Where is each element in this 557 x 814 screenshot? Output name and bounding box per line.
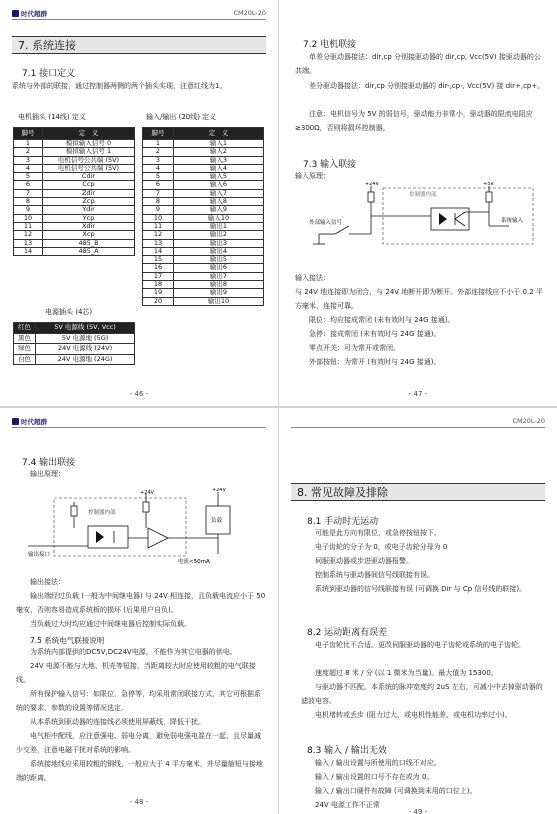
page-header	[12, 9, 266, 20]
logo	[12, 417, 47, 426]
power-table-row-cell: 5V 电源地 (5G)	[36, 333, 135, 344]
io-table-row-cell: 输入9	[174, 206, 264, 214]
page-number: - 48 -	[129, 798, 149, 806]
switch-icon	[335, 226, 349, 234]
motor-table-row-cell: 485_A	[43, 247, 135, 255]
logo	[12, 9, 47, 18]
chapter-title: 8. 常见故障及排除	[291, 483, 545, 501]
label-24v: +24V	[365, 182, 379, 187]
section-8-1: 8.1 手动时无运动	[307, 517, 379, 527]
output-circuit-diagram	[28, 488, 253, 566]
input-line-4: 零点开关：可为常开或常闭。	[309, 344, 400, 352]
output-para-2: 当负载过大时均应通过中间继电器后控制实际负载。	[30, 620, 191, 628]
motor-table-row	[14, 189, 135, 197]
motor-table-row-cell: 1	[14, 140, 43, 148]
label-current: 电流<50mA	[178, 559, 210, 565]
fault-c2: 输入 / 输出设置的口号不存在或为 0。	[315, 773, 434, 781]
fault-c4: 24V 电源工作不正常	[315, 801, 380, 809]
section-7-3: 7.3 输入联接	[303, 160, 357, 170]
power-table	[13, 322, 135, 365]
io-table-row-cell: 1	[143, 140, 174, 148]
optocoupler-icon	[431, 208, 469, 230]
fault-a3: 伺服驱动器或步进驱动器报警。	[315, 557, 413, 565]
io-table-row-cell: 输入8	[174, 198, 264, 206]
input-line-3: 急停：接成常闭 (未有效时与 24G 接通)。	[309, 330, 441, 338]
io-table-row-cell: 输入4	[174, 164, 264, 172]
motor-table-row-cell: Xcp	[43, 231, 135, 239]
power-table-row-cell: 黑色	[14, 333, 36, 344]
io-table-caption: 输入/输出 (20线) 定义	[146, 113, 217, 121]
elec-para-4: 从本系统到驱动器的连接线必须使用屏蔽线，降低干扰。	[30, 718, 205, 726]
power-table-row-cell: 白色	[14, 354, 36, 365]
page-header	[291, 417, 545, 428]
label-5v: +5V	[483, 182, 494, 187]
power-table-row-cell: 红色	[14, 323, 36, 334]
io-table-row-cell: 输出1	[174, 222, 264, 230]
resistor-5v	[486, 192, 492, 202]
io-table-row-cell: 7	[143, 189, 174, 197]
motor-table-row-cell: Zcp	[43, 198, 135, 206]
label-24v-b: +24V	[212, 488, 226, 493]
fault-b1: 电子齿轮比不合适。更改伺服驱动器的电子齿轮或系统的电子齿轮。	[315, 641, 525, 649]
motor-col-def: 定 义	[43, 128, 135, 140]
io-table-row	[143, 164, 264, 172]
motor-table-row-cell: 11	[14, 222, 43, 230]
io-table-row-cell: 3	[143, 156, 174, 164]
optocoupler-icon	[88, 526, 128, 548]
label-controller-inside: 控制器内部	[409, 192, 437, 198]
motor-table-row-cell: 6	[14, 181, 43, 189]
io-table-row-cell: 14	[143, 247, 174, 255]
power-table-row	[14, 323, 135, 334]
motor-table-row	[14, 173, 135, 181]
motor-table-row	[14, 181, 135, 189]
motor-col-pin: 脚号	[14, 128, 43, 140]
input-line-2: 限位：均应接成常闭 (未有效时与 24G 接通)。	[309, 316, 455, 324]
page-47	[279, 0, 557, 406]
motor-table	[13, 127, 135, 256]
io-table-row-cell: 15	[143, 256, 174, 264]
fault-a1: 可能是此方向有限位，或急停按钮按下。	[315, 529, 441, 537]
io-table-row-cell: 输出4	[174, 247, 264, 255]
input-line-1: 与 24V 地连接即为闭合，与 24V 地断开即为断开。外部连接线应不小于 0.2 平方毫米，连接可靠。	[295, 288, 543, 310]
fault-c1: 输入 / 输出设置与所使用的口线不对应。	[315, 759, 441, 767]
power-table-row-cell: 绿色	[14, 344, 36, 355]
fault-a5: 系统到驱动器的信号线联接有误 (可调换 Dir 与 Cp 信号线的联接)。	[315, 585, 527, 593]
input-method-label: 输入接法：	[295, 274, 330, 282]
io-table-row-cell: 20	[143, 297, 174, 305]
output-method-label: 输出接法：	[30, 578, 65, 586]
label-load: 负载	[211, 518, 223, 524]
motor-para-1: 单差分驱动器接法：dir,cp 分别接驱动器的 dir,cp, Vcc(5V) 接驱动器的公共端。	[295, 53, 541, 75]
motor-table-row-cell: Zdir	[43, 189, 135, 197]
elec-para-5: 电气柜中配线，应注意强电、弱电分离，避免弱电强电混在一起，且尽量减少交差，注意电磁干扰对系统的影响。	[16, 732, 261, 754]
resistor-left	[71, 506, 77, 516]
label-24v-a: +24V	[140, 490, 154, 496]
elec-para-2: 24V 电源不能与大地、机壳等短接，当距离较大时应使用较粗的电气联接线。	[16, 662, 256, 684]
motor-table-row-cell: 电机信号公共端 (5V)	[43, 164, 135, 172]
io-table-row-cell: 12	[143, 231, 174, 239]
io-table-row-cell: 输入2	[174, 148, 264, 156]
power-table-row-cell: 24V 电源地 (24G)	[36, 354, 135, 365]
motor-table-row-cell: 模拟输入信号 1	[43, 148, 135, 156]
input-circuit-diagram	[309, 182, 539, 258]
motor-table-row-cell: 2	[14, 148, 43, 156]
power-table-row	[14, 333, 135, 344]
io-table-row-cell: 输入6	[174, 181, 264, 189]
resistor-input	[368, 192, 374, 202]
io-table-row-cell: 输入10	[174, 214, 264, 222]
power-table-row-cell: 5V 电源线 (5V, Vcc)	[36, 323, 135, 334]
intro-text: 系统与外部的联接，通过控制器两侧的两个插头实现，注意红线为1。	[12, 82, 227, 90]
output-principle-label: 输出原理：	[30, 470, 65, 478]
io-table-row-cell: 输出7	[174, 272, 264, 280]
io-table-row-cell: 输出10	[174, 297, 264, 305]
elec-para-3: 所有保护输入信号：如限位、急停等，均采用常闭联接方式，其它可根据系统的要求、参数的设置等情况选定。	[16, 690, 261, 712]
logo-icon	[12, 418, 19, 425]
io-table-row-cell: 16	[143, 264, 174, 272]
output-para-1: 输出端经过负载 (一般为中间继电器) 与 24V 相连接，且负载电流应小于 50 毫安，否则容易造成系统板的损坏 (后果用户自负)。	[16, 592, 266, 614]
input-principle-label: 输入原理：	[295, 172, 330, 180]
motor-table-row-cell: 模拟输入信号 0	[43, 140, 135, 148]
fault-a2: 电子齿轮的分子为 0，或电子齿轮分母为 0	[315, 543, 448, 551]
io-table-row-cell: 2	[143, 148, 174, 156]
section-8-3: 8.3 输入 / 输出无效	[307, 746, 387, 756]
io-table-row-cell: 19	[143, 289, 174, 297]
io-col-pin: 脚号	[143, 128, 174, 140]
motor-table-row-cell: 13	[14, 239, 43, 247]
io-table-row-cell: 9	[143, 206, 174, 214]
io-table	[142, 127, 264, 306]
motor-table-caption: 电机插头 (14线) 定义	[18, 113, 86, 121]
fault-b2: 速度超过 8 米 / 分 (以 1 微米为当量)。最大值为 15300。	[315, 669, 498, 677]
motor-table-row-cell: 8	[14, 198, 43, 206]
io-table-row	[143, 181, 264, 189]
io-table-row-cell: 输入1	[174, 140, 264, 148]
power-table-caption: 电源插头 (4芯)	[45, 308, 93, 316]
motor-table-row	[14, 148, 135, 156]
io-table-row-cell: 18	[143, 281, 174, 289]
fault-b3: 与驱动器不匹配。本系统的脉冲宽度约 2uS 左右，可减小中去掉驱动器的滤波电容。	[301, 683, 543, 705]
section-8-2: 8.2 运动距离有误差	[307, 628, 388, 638]
io-table-row-cell: 4	[143, 164, 174, 172]
io-table-row	[143, 198, 264, 206]
motor-para-3: 注意：电机信号为 5V 的弱信号，驱动能力非常小，驱动器的限流电阻应≥300Ω，否则将损坏控制器。	[295, 110, 533, 132]
io-table-row-cell: 17	[143, 272, 174, 280]
io-table-row-cell: 输出3	[174, 239, 264, 247]
power-table-row-cell: 24V 电源线 (24V)	[36, 344, 135, 355]
io-table-row	[143, 148, 264, 156]
power-table-row	[14, 344, 135, 355]
motor-table-row	[14, 164, 135, 172]
motor-table-row-cell: 电机信号公共端 (5V)	[43, 156, 135, 164]
motor-table-row-cell: 3	[14, 156, 43, 164]
io-table-row-cell: 6	[143, 181, 174, 189]
io-table-row	[143, 189, 264, 197]
label-external-input: 外部输入信号	[309, 220, 343, 226]
io-table-row-cell: 输出8	[174, 281, 264, 289]
model-label: CM20L-20	[512, 417, 545, 425]
motor-table-row-cell: 7	[14, 189, 43, 197]
power-table-row	[14, 354, 135, 365]
motor-table-row	[14, 247, 135, 255]
motor-table-row-cell: 12	[14, 231, 43, 239]
page-46	[0, 0, 278, 406]
motor-table-row-cell: 5	[14, 173, 43, 181]
logo-text: 时代超群	[21, 10, 47, 18]
model-label: CM20L-20	[233, 9, 266, 17]
logo-text: 时代超群	[21, 418, 47, 426]
io-table-row	[143, 206, 264, 214]
page-header	[12, 417, 266, 428]
io-table-row	[143, 156, 264, 164]
label-output-port: 输出接口	[28, 552, 51, 558]
io-table-row	[143, 140, 264, 148]
elec-para-1: 为系统内部提供的DC5V,DC24V电源，不能作为其它电器的供电。	[30, 648, 237, 656]
motor-table-row-cell: 4	[14, 164, 43, 172]
io-table-row-cell: 5	[143, 173, 174, 181]
io-table-row	[143, 297, 264, 305]
section-7-1: 7.1 接口定义	[22, 69, 76, 79]
io-table-row-cell: 8	[143, 198, 174, 206]
logo-icon	[12, 10, 19, 17]
amplifier-icon	[148, 528, 168, 548]
section-7-5: 7.5 系统电气联接说明	[30, 636, 105, 645]
elec-para-6: 系统接地线应采用较粗的铜线，一般应大于 4 平方毫米，并尽量缩短与接地端的距离。	[16, 760, 263, 782]
page-number: - 47 -	[408, 390, 428, 398]
io-table-row-cell: 输入7	[174, 189, 264, 197]
motor-table-row-cell: Ydir	[43, 206, 135, 214]
page-49	[279, 408, 557, 814]
page-48	[0, 408, 278, 814]
io-table-row-cell: 输入5	[174, 173, 264, 181]
io-table-row-cell: 输出9	[174, 289, 264, 297]
page-number: - 49 -	[408, 808, 428, 814]
fault-b4: 电机堵转或丢步 (阻力过大、或电机性能差、或电机功率过小)。	[315, 711, 512, 719]
io-table-row-cell: 输入3	[174, 156, 264, 164]
resistor-inner	[143, 502, 149, 512]
section-7-4: 7.4 输出联接	[22, 458, 76, 468]
fault-c3: 输入 / 输出口硬件有故障 (可调换到未用的口位上)。	[315, 787, 477, 795]
motor-table-row-cell: Cdir	[43, 173, 135, 181]
input-line-5: 外部按钮：为常开 (有效时与 24G 接通)。	[309, 358, 441, 366]
io-table-row	[143, 289, 264, 297]
io-table-row	[143, 231, 264, 239]
chapter-title: 7. 系统连接	[12, 36, 266, 54]
io-table-row	[143, 264, 264, 272]
io-table-row-cell: 输出5	[174, 256, 264, 264]
io-table-row-cell: 输出2	[174, 231, 264, 239]
motor-table-row-cell: 9	[14, 206, 43, 214]
page-number: - 46 -	[129, 390, 149, 398]
section-7-2: 7.2 电机联接	[303, 40, 357, 50]
motor-table-row	[14, 198, 135, 206]
motor-para-2: 差分驱动器接法：dir,cp 分别接驱动器的 dir-,cp-, Vcc(5V) 接 dir+,cp+。	[309, 82, 545, 90]
motor-table-row-cell: 14	[14, 247, 43, 255]
motor-table-row	[14, 206, 135, 214]
motor-table-row-cell: Ccp	[43, 181, 135, 189]
motor-table-row-cell: 10	[14, 214, 43, 222]
fault-a4: 控制系统与驱动器间信号线联接有误。	[315, 571, 434, 579]
io-table-row-cell: 11	[143, 222, 174, 230]
label-controller-inside: 控制器内部	[88, 510, 116, 516]
label-system-input: 系统输入	[501, 218, 524, 224]
io-table-row-cell: 13	[143, 239, 174, 247]
motor-table-row-cell: 485_B	[43, 239, 135, 247]
motor-table-row-cell: Xdir	[43, 222, 135, 230]
io-table-row	[143, 173, 264, 181]
motor-table-row-cell: Ycp	[43, 214, 135, 222]
io-table-row-cell: 输出6	[174, 264, 264, 272]
io-col-def: 定 义	[174, 128, 264, 140]
io-table-row-cell: 10	[143, 214, 174, 222]
motor-table-row	[14, 231, 135, 239]
